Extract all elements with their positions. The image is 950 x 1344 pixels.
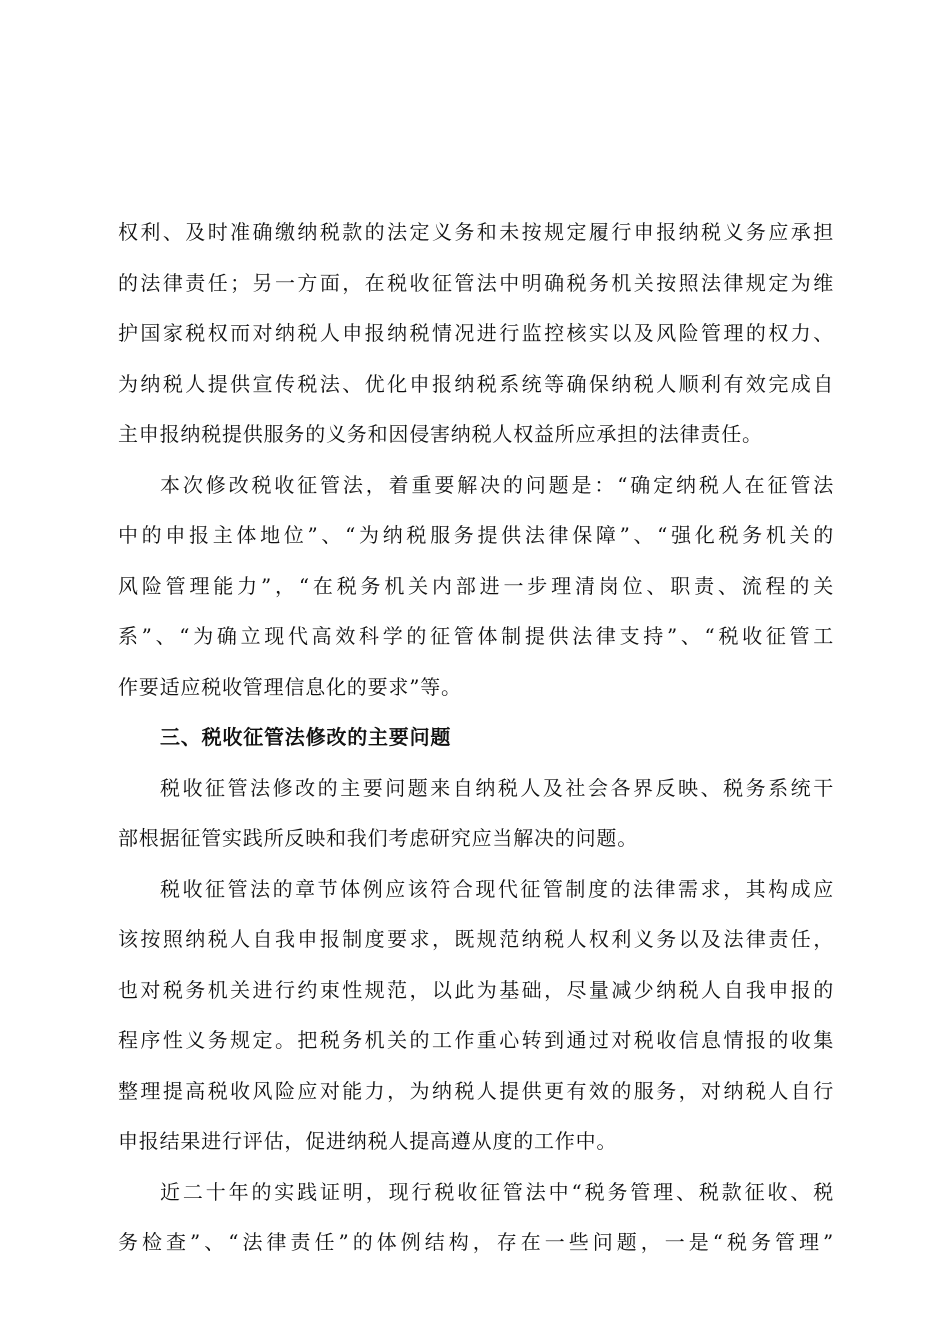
text-line: 护国家税权而对纳税人申报纳税情况进行监控核实以及风险管理的权力、 [118, 321, 834, 345]
text-line: 部根据征管实践所反映和我们考虑研究应当解决的问题。 [118, 826, 638, 850]
text-line: 整理提高税收风险应对能力，为纳税人提供更有效的服务，对纳税人自行 [118, 1078, 834, 1103]
text-line: 该按照纳税人自我申报制度要求，既规范纳税人权利义务以及法律责任， [118, 927, 834, 951]
text-line: 申报结果进行评估，促进纳税人提高遵从度的工作中。 [118, 1129, 618, 1153]
paragraph-structure [118, 864, 834, 1167]
text-line: 也对税务机关进行约束性规范，以此为基础，尽量减少纳税人自我申报的 [118, 977, 834, 1002]
text-line: 的法律责任；另一方面，在税收征管法中明确税务机关按照法律规定为维 [118, 270, 834, 295]
paragraph-key-issues [118, 460, 834, 713]
text-line: 务检查”、“法律责任”的体例结构，存在一些问题，一是“税务管理” [118, 1230, 834, 1254]
text-line: 税收征管法修改的主要问题来自纳税人及社会各界反映、税务系统干 [160, 775, 834, 800]
paragraph-sources [118, 763, 834, 864]
text-line: 为纳税人提供宣传税法、优化申报纳税系统等确保纳税人顺利有效完成自 [118, 371, 834, 396]
text-line: 主申报纳税提供服务的义务和因侵害纳税人权益所应承担的法律责任。 [118, 422, 763, 446]
text-line: 系”、“为确立现代高效科学的征管体制提供法律支持”、“税收征管工 [118, 624, 834, 648]
text-line: 近二十年的实践证明，现行税收征管法中“税务管理、税款征收、税 [160, 1179, 834, 1204]
paragraph-continuation [118, 207, 834, 460]
document-page [118, 207, 834, 1268]
text-line: 税收征管法的章节体例应该符合现代征管制度的法律需求，其构成应 [160, 876, 834, 901]
text-line: 作要适应税收管理信息化的要求”等。 [118, 674, 462, 699]
text-line: 本次修改税收征管法，着重要解决的问题是：“确定纳税人在征管法 [160, 472, 834, 497]
text-line: 程序性义务规定。把税务机关的工作重心转到通过对税收信息情报的收集 [118, 1028, 834, 1052]
text-line: 中的申报主体地位”、“为纳税服务提供法律保障”、“强化税务机关的 [118, 523, 834, 547]
text-line: 权利、及时准确缴纳税款的法定义务和未按规定履行申报纳税义务应承担 [118, 220, 834, 244]
paragraph-practice [118, 1167, 834, 1268]
text-line: 风险管理能力”，“在税务机关内部进一步理清岗位、职责、流程的关 [118, 573, 834, 598]
section-heading: 三、税收征管法修改的主要问题 [160, 725, 452, 749]
